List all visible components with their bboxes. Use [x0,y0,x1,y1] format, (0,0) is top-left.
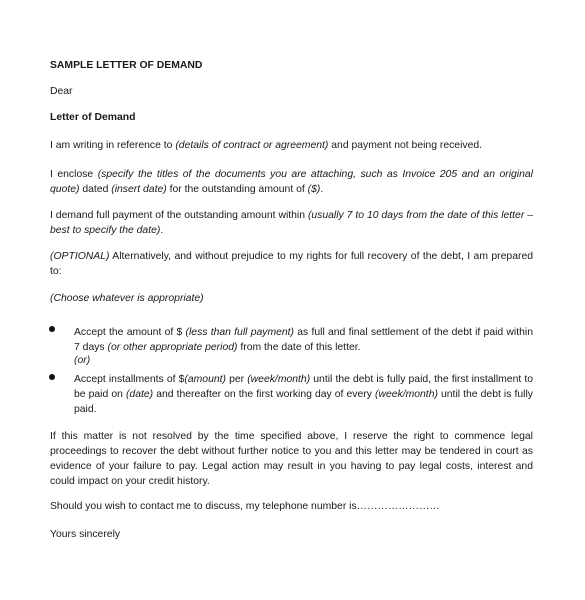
bullet-dot-2 [49,374,55,380]
paragraph-demand: I demand full payment of the outstanding amount within (usually 7 to 10 days from the date of this letter – best to specify the date). [50,210,533,236]
paragraph-enclose: I enclose (specify the titles of the documents you are attaching, such as Invoice 205 and an original quote) dated (insert date) for the outstanding amount of ($). [50,169,533,195]
paragraph-legal-action: If this matter is not resolved by the time specified above, I reserve the right to commence legal proceedings to recover the debt without further notice to you and this letter may be tendered in court as evidence of your failure to pay. Legal action may result in you having to pay legal costs, interest and could impact on your credit history. [50,431,533,487]
letter-subject: Letter of Demand [50,112,136,123]
letter-title: SAMPLE LETTER OF DEMAND [50,60,203,71]
closing: Yours sincerely [50,529,121,540]
salutation: Dear [50,86,73,97]
or-note: (or) [74,355,91,366]
bullet-option-installments: Accept installments of $(amount) per (week/month) until the debt is fully paid, the first installment to be paid on (date) and thereafter on the first working day of every (week/month) until the debt is fully paid. [74,374,534,415]
paragraph-contact: Should you wish to contact me to discuss, my telephone number is…………………… [50,501,440,512]
paragraph-optional: (OPTIONAL) Alternatively, and without prejudice to my rights for full recovery of the debt, I am prepared to: [50,251,533,277]
paragraph-reference: I am writing in reference to (details of contract or agreement) and payment not being received. [50,140,483,151]
choose-note: (Choose whatever is appropriate) [50,293,204,304]
bullet-option-settlement: Accept the amount of $ (less than full payment) as full and final settlement of the debt if paid within 7 days (or other appropriate period) from the date of this letter. [74,327,533,353]
bullet-dot-1 [49,326,55,332]
